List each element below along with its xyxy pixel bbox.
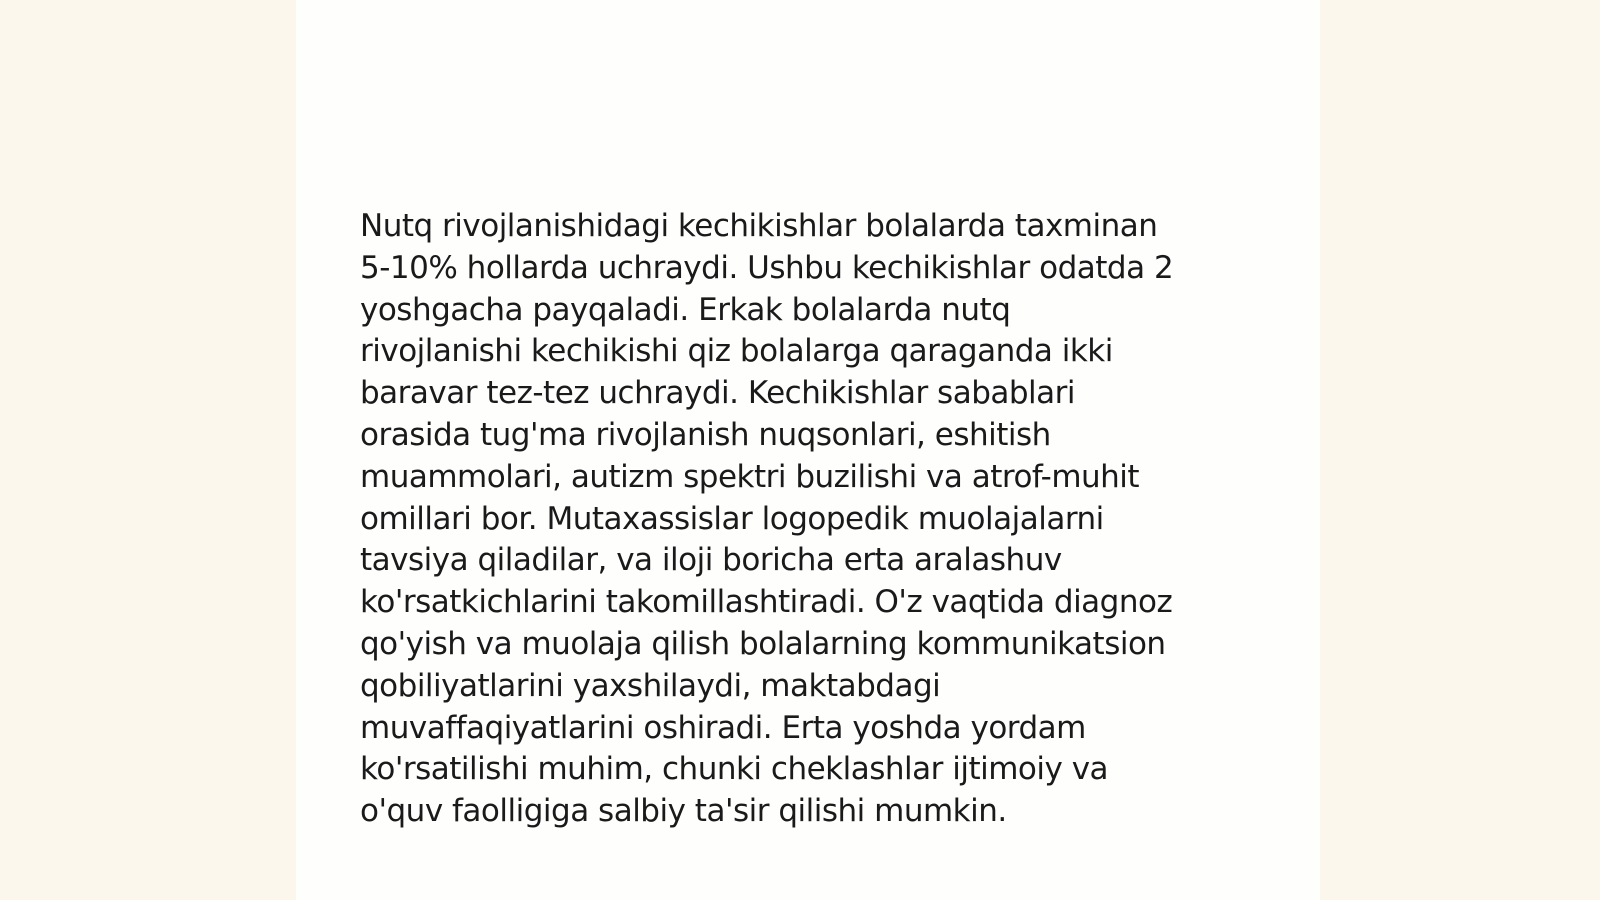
paragraph-line: rivojlanishi kechikishi qiz bolalarga qaraganda ikki — [360, 333, 1113, 370]
paragraph-line: muammolari, autizm spektri buzilishi va atrof-muhit — [360, 458, 1140, 495]
paragraph-line: qobiliyatlarini yaxshilaydi, maktabdagi — [360, 667, 941, 704]
paragraph-line: ko'rsatkichlarini takomillashtiradi. O'z vaqtida diagnoz — [360, 584, 1173, 621]
paragraph-line: muvaffaqiyatlarini oshiradi. Erta yoshda yordam — [360, 709, 1086, 746]
document-page — [296, 0, 1320, 900]
paragraph-line: yoshgacha payqaladi. Erkak bolalarda nutq — [360, 291, 1011, 328]
paragraph-line: 5-10% hollarda uchraydi. Ushbu kechikishlar odatda 2 — [360, 249, 1174, 286]
paragraph-line: baravar tez-tez uchraydi. Kechikishlar sabablari — [360, 375, 1076, 412]
paragraph-line: o'quv faolligiga salbiy ta'sir qilishi mumkin. — [360, 793, 1007, 830]
body-paragraph — [360, 206, 1260, 833]
paragraph-line: Nutq rivojlanishidagi kechikishlar bolalarda taxminan — [360, 208, 1158, 244]
paragraph-line: omillari bor. Mutaxassislar logopedik muolajalarni — [360, 500, 1104, 537]
paragraph-line: ko'rsatilishi muhim, chunki cheklashlar ijtimoiy va — [360, 751, 1109, 788]
paragraph-line: tavsiya qiladilar, va iloji boricha erta aralashuv — [360, 542, 1062, 579]
paragraph-line: orasida tug'ma rivojlanish nuqsonlari, eshitish — [360, 416, 1051, 453]
paragraph-line: qo'yish va muolaja qilish bolalarning kommunikatsion — [360, 625, 1166, 662]
